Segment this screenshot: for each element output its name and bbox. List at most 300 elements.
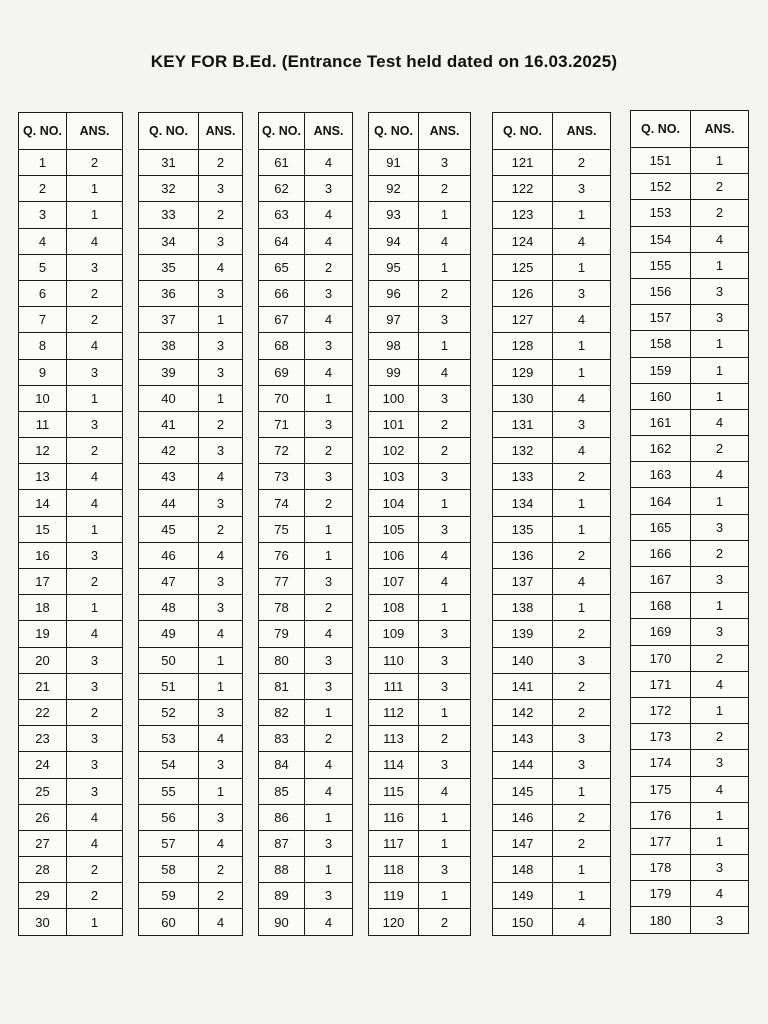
question-number: 152: [631, 174, 691, 200]
answer-value: 3: [691, 750, 749, 776]
table-row: [19, 778, 123, 804]
answer-value: 1: [419, 333, 471, 359]
table-row: [369, 883, 471, 909]
table-row: [19, 464, 123, 490]
q-no-header: Q. NO.: [493, 113, 553, 150]
answer-value: 3: [199, 176, 243, 202]
table-row: [139, 254, 243, 280]
question-number: 55: [139, 778, 199, 804]
question-number: 27: [19, 830, 67, 856]
table-row: [493, 307, 611, 333]
table-row: [259, 333, 353, 359]
question-number: 146: [493, 804, 553, 830]
question-number: 148: [493, 857, 553, 883]
question-number: 32: [139, 176, 199, 202]
answer-value: 1: [691, 383, 749, 409]
question-number: 122: [493, 176, 553, 202]
question-number: 116: [369, 804, 419, 830]
answer-value: 3: [691, 514, 749, 540]
table-row: [631, 174, 749, 200]
table-row: [369, 333, 471, 359]
answer-value: 4: [305, 307, 353, 333]
question-number: 71: [259, 411, 305, 437]
table-row: [493, 699, 611, 725]
table-row: [139, 804, 243, 830]
table-row: [19, 254, 123, 280]
answer-value: 2: [67, 883, 123, 909]
answer-value: 4: [67, 804, 123, 830]
answer-value: 2: [67, 150, 123, 176]
table-row: [139, 699, 243, 725]
question-number: 118: [369, 857, 419, 883]
answer-value: 4: [553, 385, 611, 411]
table-row: [369, 804, 471, 830]
question-number: 153: [631, 200, 691, 226]
question-number: 15: [19, 516, 67, 542]
question-number: 126: [493, 280, 553, 306]
answer-value: 2: [67, 438, 123, 464]
answer-value: 4: [305, 909, 353, 935]
question-number: 89: [259, 883, 305, 909]
answer-value: 1: [553, 202, 611, 228]
question-number: 8: [19, 333, 67, 359]
table-row: [139, 595, 243, 621]
table-row: [493, 778, 611, 804]
table-row: [631, 252, 749, 278]
question-number: 109: [369, 621, 419, 647]
question-number: 54: [139, 752, 199, 778]
answer-value: 3: [199, 490, 243, 516]
answer-value: 4: [67, 333, 123, 359]
table-row: [369, 254, 471, 280]
answer-value: 1: [305, 385, 353, 411]
answer-value: 1: [199, 307, 243, 333]
question-number: 149: [493, 883, 553, 909]
answer-value: 3: [67, 647, 123, 673]
answer-value: 2: [305, 254, 353, 280]
question-number: 37: [139, 307, 199, 333]
table-row: [369, 490, 471, 516]
answer-value: 1: [305, 516, 353, 542]
answer-value: 2: [419, 280, 471, 306]
question-number: 172: [631, 697, 691, 723]
answer-value: 4: [691, 226, 749, 252]
question-number: 161: [631, 409, 691, 435]
question-number: 180: [631, 907, 691, 933]
table-row: [493, 464, 611, 490]
question-number: 101: [369, 411, 419, 437]
answer-key-table-4: [368, 112, 471, 936]
answer-value: 4: [553, 909, 611, 935]
answer-value: 3: [419, 752, 471, 778]
answer-value: 3: [67, 752, 123, 778]
answer-value: 3: [553, 176, 611, 202]
question-number: 17: [19, 569, 67, 595]
answer-value: 3: [305, 333, 353, 359]
page-title: KEY FOR B.Ed. (Entrance Test held dated on 16.03.2025): [150, 52, 618, 71]
question-number: 65: [259, 254, 305, 280]
answer-value: 4: [691, 881, 749, 907]
answer-value: 2: [419, 176, 471, 202]
table-row: [493, 726, 611, 752]
table-row: [19, 542, 123, 568]
table-row: [259, 228, 353, 254]
table-row: [259, 830, 353, 856]
table-row: [369, 438, 471, 464]
question-number: 2: [19, 176, 67, 202]
question-number: 67: [259, 307, 305, 333]
answer-value: 4: [305, 621, 353, 647]
answer-value: 3: [199, 438, 243, 464]
answer-value: 3: [419, 150, 471, 176]
answer-value: 2: [691, 174, 749, 200]
table-row: [631, 645, 749, 671]
answer-value: 1: [419, 804, 471, 830]
answer-value: 2: [199, 857, 243, 883]
table-row: [369, 411, 471, 437]
question-number: 155: [631, 252, 691, 278]
question-number: 4: [19, 228, 67, 254]
q-no-header: Q. NO.: [631, 111, 691, 148]
answer-value: 4: [305, 778, 353, 804]
table-row: [139, 490, 243, 516]
question-number: 49: [139, 621, 199, 647]
answer-key-table-2: [138, 112, 243, 936]
question-number: 110: [369, 647, 419, 673]
question-number: 73: [259, 464, 305, 490]
answer-value: 3: [419, 621, 471, 647]
table-row: [259, 883, 353, 909]
table-row: [139, 228, 243, 254]
question-number: 135: [493, 516, 553, 542]
answer-value: 3: [305, 176, 353, 202]
answer-value: 1: [691, 357, 749, 383]
answer-value: 3: [199, 804, 243, 830]
q-no-header: Q. NO.: [19, 113, 67, 150]
question-number: 70: [259, 385, 305, 411]
answer-value: 2: [199, 202, 243, 228]
question-number: 124: [493, 228, 553, 254]
table-row: [19, 595, 123, 621]
table-row: [631, 593, 749, 619]
table-row: [19, 752, 123, 778]
question-number: 20: [19, 647, 67, 673]
table-row: [631, 514, 749, 540]
table-row: [631, 828, 749, 854]
question-number: 34: [139, 228, 199, 254]
table-row: [493, 438, 611, 464]
answer-value: 4: [553, 228, 611, 254]
question-number: 168: [631, 593, 691, 619]
question-number: 14: [19, 490, 67, 516]
answer-value: 2: [199, 883, 243, 909]
answer-value: 4: [419, 359, 471, 385]
question-number: 58: [139, 857, 199, 883]
question-number: 51: [139, 673, 199, 699]
table-row: [631, 148, 749, 174]
table-row: [19, 804, 123, 830]
answer-value: 4: [199, 830, 243, 856]
answer-key-table-3: [258, 112, 353, 936]
question-number: 9: [19, 359, 67, 385]
table-row: [259, 909, 353, 935]
answer-value: 2: [305, 438, 353, 464]
answer-value: 2: [691, 200, 749, 226]
table-row: [369, 699, 471, 725]
ans-header: ANS.: [553, 113, 611, 150]
answer-value: 3: [419, 464, 471, 490]
answer-value: 4: [199, 726, 243, 752]
answer-value: 3: [305, 569, 353, 595]
answer-value: 1: [553, 778, 611, 804]
answer-value: 1: [305, 699, 353, 725]
answer-value: 3: [419, 385, 471, 411]
question-number: 167: [631, 567, 691, 593]
table-row: [493, 150, 611, 176]
answer-value: 1: [691, 802, 749, 828]
answer-value: 2: [199, 150, 243, 176]
table-row: [259, 673, 353, 699]
question-number: 68: [259, 333, 305, 359]
question-number: 7: [19, 307, 67, 333]
answer-value: 3: [67, 254, 123, 280]
table-row: [139, 542, 243, 568]
question-number: 80: [259, 647, 305, 673]
answer-value: 2: [305, 490, 353, 516]
question-number: 33: [139, 202, 199, 228]
table-row: [631, 383, 749, 409]
table-row: [139, 569, 243, 595]
table-row: [493, 254, 611, 280]
answer-value: 3: [67, 359, 123, 385]
answer-value: 1: [691, 488, 749, 514]
table-row: [19, 569, 123, 595]
table-row: [369, 726, 471, 752]
question-number: 120: [369, 909, 419, 935]
question-number: 104: [369, 490, 419, 516]
question-number: 28: [19, 857, 67, 883]
answer-value: 4: [67, 228, 123, 254]
table-row: [493, 202, 611, 228]
question-number: 123: [493, 202, 553, 228]
question-number: 63: [259, 202, 305, 228]
question-number: 53: [139, 726, 199, 752]
table-row: [139, 516, 243, 542]
answer-value: 2: [67, 569, 123, 595]
answer-value: 4: [419, 569, 471, 595]
question-number: 102: [369, 438, 419, 464]
question-number: 40: [139, 385, 199, 411]
question-number: 72: [259, 438, 305, 464]
question-number: 111: [369, 673, 419, 699]
question-number: 136: [493, 542, 553, 568]
table-row: [369, 176, 471, 202]
question-number: 85: [259, 778, 305, 804]
table-row: [259, 621, 353, 647]
table-row: [493, 883, 611, 909]
table-row: [369, 752, 471, 778]
question-number: 66: [259, 280, 305, 306]
table-row: [369, 857, 471, 883]
question-number: 162: [631, 436, 691, 462]
answer-value: 2: [553, 804, 611, 830]
answer-value: 2: [67, 307, 123, 333]
answer-value: 3: [553, 752, 611, 778]
question-number: 57: [139, 830, 199, 856]
question-number: 24: [19, 752, 67, 778]
question-number: 158: [631, 331, 691, 357]
answer-value: 1: [67, 176, 123, 202]
table-row: [369, 621, 471, 647]
answer-value: 3: [67, 411, 123, 437]
question-number: 115: [369, 778, 419, 804]
answer-value: 3: [691, 305, 749, 331]
table-row: [631, 567, 749, 593]
answer-value: 2: [67, 280, 123, 306]
question-number: 31: [139, 150, 199, 176]
ans-header: ANS.: [691, 111, 749, 148]
question-number: 48: [139, 595, 199, 621]
table-row: [139, 438, 243, 464]
question-number: 90: [259, 909, 305, 935]
question-number: 86: [259, 804, 305, 830]
answer-value: 4: [305, 359, 353, 385]
table-row: [139, 202, 243, 228]
table-row: [19, 385, 123, 411]
table-row: [139, 307, 243, 333]
answer-value: 4: [199, 254, 243, 280]
question-number: 174: [631, 750, 691, 776]
table-row: [139, 176, 243, 202]
question-number: 10: [19, 385, 67, 411]
table-row: [139, 333, 243, 359]
answer-value: 2: [419, 411, 471, 437]
question-number: 59: [139, 883, 199, 909]
answer-value: 3: [419, 307, 471, 333]
table-row: [631, 697, 749, 723]
table-row: [631, 488, 749, 514]
table-row: [369, 516, 471, 542]
answer-key-table-5: [492, 112, 611, 936]
table-row: [369, 464, 471, 490]
answer-value: 2: [67, 857, 123, 883]
question-number: 117: [369, 830, 419, 856]
question-number: 93: [369, 202, 419, 228]
table-row: [369, 647, 471, 673]
question-number: 130: [493, 385, 553, 411]
answer-value: 3: [305, 647, 353, 673]
table-row: [493, 621, 611, 647]
question-number: 92: [369, 176, 419, 202]
question-number: 137: [493, 569, 553, 595]
table-row: [19, 228, 123, 254]
table-row: [631, 540, 749, 566]
question-number: 50: [139, 647, 199, 673]
table-row: [139, 385, 243, 411]
table-row: [19, 699, 123, 725]
question-number: 140: [493, 647, 553, 673]
answer-value: 4: [553, 569, 611, 595]
table-row: [259, 202, 353, 228]
question-number: 87: [259, 830, 305, 856]
question-number: 165: [631, 514, 691, 540]
question-number: 112: [369, 699, 419, 725]
question-number: 147: [493, 830, 553, 856]
answer-value: 2: [553, 542, 611, 568]
question-number: 29: [19, 883, 67, 909]
answer-value: 1: [67, 909, 123, 935]
answer-value: 3: [691, 619, 749, 645]
table-row: [139, 726, 243, 752]
table-row: [631, 881, 749, 907]
answer-value: 1: [553, 490, 611, 516]
answer-value: 1: [419, 490, 471, 516]
table-row: [493, 359, 611, 385]
table-row: [369, 359, 471, 385]
table-row: [259, 307, 353, 333]
answer-value: 3: [553, 280, 611, 306]
question-number: 46: [139, 542, 199, 568]
answer-value: 2: [553, 699, 611, 725]
table-row: [19, 176, 123, 202]
answer-value: 3: [67, 542, 123, 568]
table-row: [139, 359, 243, 385]
answer-value: 1: [691, 252, 749, 278]
answer-value: 1: [691, 331, 749, 357]
answer-value: 3: [419, 516, 471, 542]
table-row: [19, 909, 123, 935]
answer-value: 1: [67, 516, 123, 542]
table-row: [139, 778, 243, 804]
table-row: [369, 385, 471, 411]
table-row: [139, 752, 243, 778]
question-number: 21: [19, 673, 67, 699]
table-row: [139, 909, 243, 935]
answer-value: 3: [553, 647, 611, 673]
question-number: 30: [19, 909, 67, 935]
question-number: 45: [139, 516, 199, 542]
answer-value: 3: [553, 411, 611, 437]
question-number: 6: [19, 280, 67, 306]
question-number: 18: [19, 595, 67, 621]
answer-value: 3: [419, 857, 471, 883]
table-row: [19, 726, 123, 752]
question-number: 98: [369, 333, 419, 359]
table-row: [19, 673, 123, 699]
table-row: [259, 857, 353, 883]
question-number: 157: [631, 305, 691, 331]
answer-value: 1: [691, 593, 749, 619]
question-number: 43: [139, 464, 199, 490]
answer-value: 2: [419, 909, 471, 935]
question-number: 106: [369, 542, 419, 568]
table-row: [369, 228, 471, 254]
answer-value: 3: [305, 464, 353, 490]
question-number: 1: [19, 150, 67, 176]
question-number: 38: [139, 333, 199, 359]
answer-key-table-1: [18, 112, 123, 936]
table-row: [19, 647, 123, 673]
table-row: [259, 280, 353, 306]
answer-value: 2: [199, 516, 243, 542]
question-number: 77: [259, 569, 305, 595]
question-number: 96: [369, 280, 419, 306]
answer-value: 4: [419, 778, 471, 804]
table-row: [493, 176, 611, 202]
answer-value: 3: [691, 567, 749, 593]
table-row: [19, 202, 123, 228]
answer-value: 3: [305, 883, 353, 909]
